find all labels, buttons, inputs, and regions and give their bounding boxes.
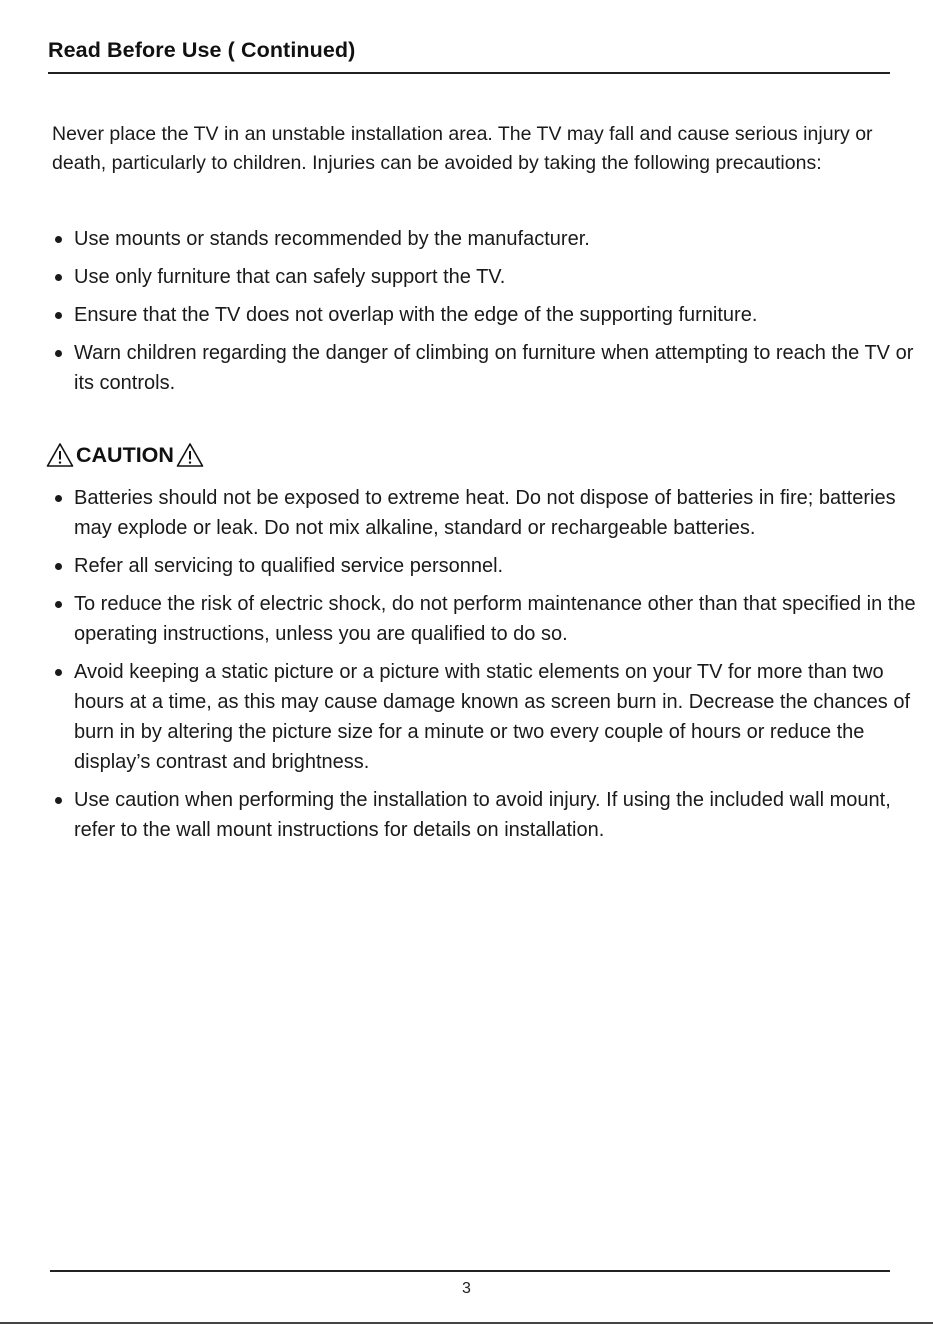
bullet-icon bbox=[55, 495, 62, 502]
bullet-icon bbox=[55, 236, 62, 243]
bullet-icon bbox=[55, 601, 62, 608]
list-item bbox=[52, 262, 927, 292]
bullet-icon bbox=[55, 563, 62, 570]
list-item-text: To reduce the risk of electric shock, do not perform maintenance other than that specified in the operating instructions, unless you are qualified to do so. bbox=[74, 593, 916, 645]
list-item bbox=[52, 224, 927, 254]
warning-triangle-icon bbox=[176, 442, 204, 468]
list-item-text: Warn children regarding the danger of climbing on furniture when attempting to reach the TV or its controls. bbox=[74, 342, 914, 394]
bullet-icon bbox=[55, 797, 62, 804]
list-item bbox=[52, 338, 927, 398]
list-item-text: Use only furniture that can safely support the TV. bbox=[74, 266, 506, 288]
list-item bbox=[52, 589, 927, 649]
list-item bbox=[52, 483, 927, 543]
precautions-list bbox=[52, 224, 927, 406]
list-item-text: Ensure that the TV does not overlap with the edge of the supporting furniture. bbox=[74, 304, 758, 326]
list-item bbox=[52, 551, 927, 581]
footer-divider bbox=[50, 1270, 890, 1272]
bullet-icon bbox=[55, 312, 62, 319]
list-item-text: Use caution when performing the installation to avoid injury. If using the included wall mount, refer to the wall mount instructions for details on installation. bbox=[74, 789, 891, 841]
bullet-icon bbox=[55, 350, 62, 357]
list-item-text: Use mounts or stands recommended by the manufacturer. bbox=[74, 228, 590, 250]
title-divider bbox=[48, 72, 890, 74]
list-item-text: Avoid keeping a static picture or a picture with static elements on your TV for more than two hours at a time, as this may cause damage known as screen burn in. Decrease the chances of burn in by altering the picture size for a minute or two every couple of hours or reduce the display’s contrast and brightness. bbox=[74, 661, 910, 773]
list-item-text: Batteries should not be exposed to extreme heat. Do not dispose of batteries in fire; batteries may explode or leak. Do not mix alkaline, standard or rechargeable batteries. bbox=[74, 487, 896, 539]
intro-paragraph: Never place the TV in an unstable installation area. The TV may fall and cause serious injury or death, particularly to children. Injuries can be avoided by taking the following precautions: bbox=[52, 123, 873, 174]
bullet-icon bbox=[55, 669, 62, 676]
caution-label: CAUTION bbox=[76, 442, 174, 467]
caution-heading bbox=[46, 440, 204, 470]
list-item bbox=[52, 785, 927, 845]
bullet-icon bbox=[55, 274, 62, 281]
list-item bbox=[52, 657, 927, 777]
list-item bbox=[52, 300, 927, 330]
list-item-text: Refer all servicing to qualified service personnel. bbox=[74, 555, 504, 577]
page-number: 3 bbox=[462, 1280, 471, 1297]
warning-triangle-icon bbox=[46, 442, 74, 468]
caution-list bbox=[52, 483, 927, 853]
page-title: Read Before Use ( Continued) bbox=[48, 38, 356, 62]
